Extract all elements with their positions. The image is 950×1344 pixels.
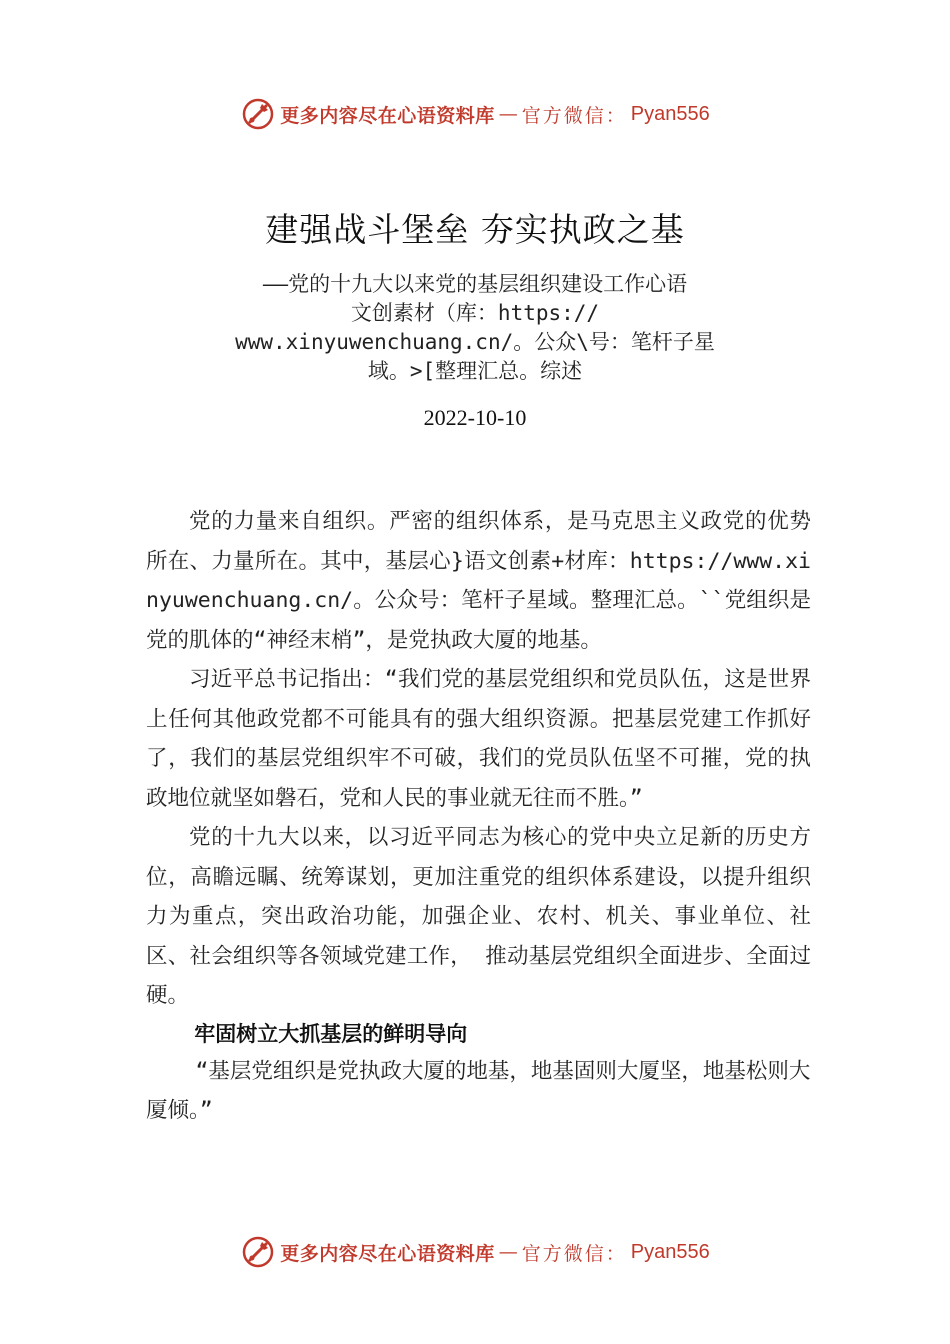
header-banner xyxy=(0,94,950,134)
banner-slogan: 更多内容尽在心语资料库 xyxy=(280,104,495,127)
footer-banner xyxy=(0,1232,950,1272)
document-body xyxy=(146,502,811,1131)
document-date: 2022-10-10 xyxy=(423,405,527,430)
banner-slogan: 更多内容尽在心语资料库 xyxy=(280,1242,495,1265)
subtitle-line: www.xinyuwenchuang.cn/。公众\号：笔杆子星 xyxy=(235,330,715,354)
subtitle-line: 文创素材（库：https:// xyxy=(350,301,600,325)
subtitle-line: ——党的十九大以来党的基层组织建设工作心语 xyxy=(262,272,688,296)
quote-paragraph: “基层党组织是党执政大厦的地基，地基固则大厦坚，地基松则大厦倾。” xyxy=(146,1058,811,1123)
banner-wechat-id: Pyan556 xyxy=(630,1240,710,1263)
brand-logo-icon xyxy=(240,1234,276,1270)
document-title: 建强战斗堡垒 夯实执政之基 xyxy=(265,210,685,249)
banner-wechat-label: 官方微信： xyxy=(521,104,627,127)
body-paragraph: 习近平总书记指出：“我们党的基层党组织和党员队伍，这是世界上任何其他政党都不可能具有的强大组织资源。把基层党建工作抓好了，我们的基层党组织牢不可破，我们的党员队伍坚不可摧，党的执政地位就坚如磐石，党和人民的事业就无往而不胜。” xyxy=(146,667,811,811)
section-heading: 牢固树立大抓基层的鲜明导向 xyxy=(194,1021,468,1046)
body-paragraph: 党的力量来自组织。严密的组织体系，是马克思主义政党的优势所在、力量所在。其中，基层心}语文创素+材库：https://www.xinyuwenchuang.cn/。公众号：笔杆子星域。整理汇总。``党组织是党的肌体的“神经末梢”，是党执政大厦的地基。 xyxy=(146,509,811,653)
document-subtitle xyxy=(190,270,760,386)
body-paragraph: 党的十九大以来，以习近平同志为核心的党中央立足新的历史方位，高瞻远瞩、统筹谋划，更加注重党的组织体系建设，以提升组织力为重点，突出政治功能，加强企业、农村、机关、事业单位、社区、社会组织等各领域党建工作， 推动基层党组织全面进步、全面过硬。 xyxy=(146,825,811,1008)
brand-logo-icon xyxy=(240,96,276,132)
banner-separator: — xyxy=(498,1241,518,1263)
banner-wechat-label: 官方微信： xyxy=(521,1242,627,1265)
banner-wechat-id: Pyan556 xyxy=(630,102,710,125)
banner-separator: — xyxy=(498,103,518,125)
subtitle-line: 域。>[整理汇总。综述 xyxy=(367,359,583,383)
